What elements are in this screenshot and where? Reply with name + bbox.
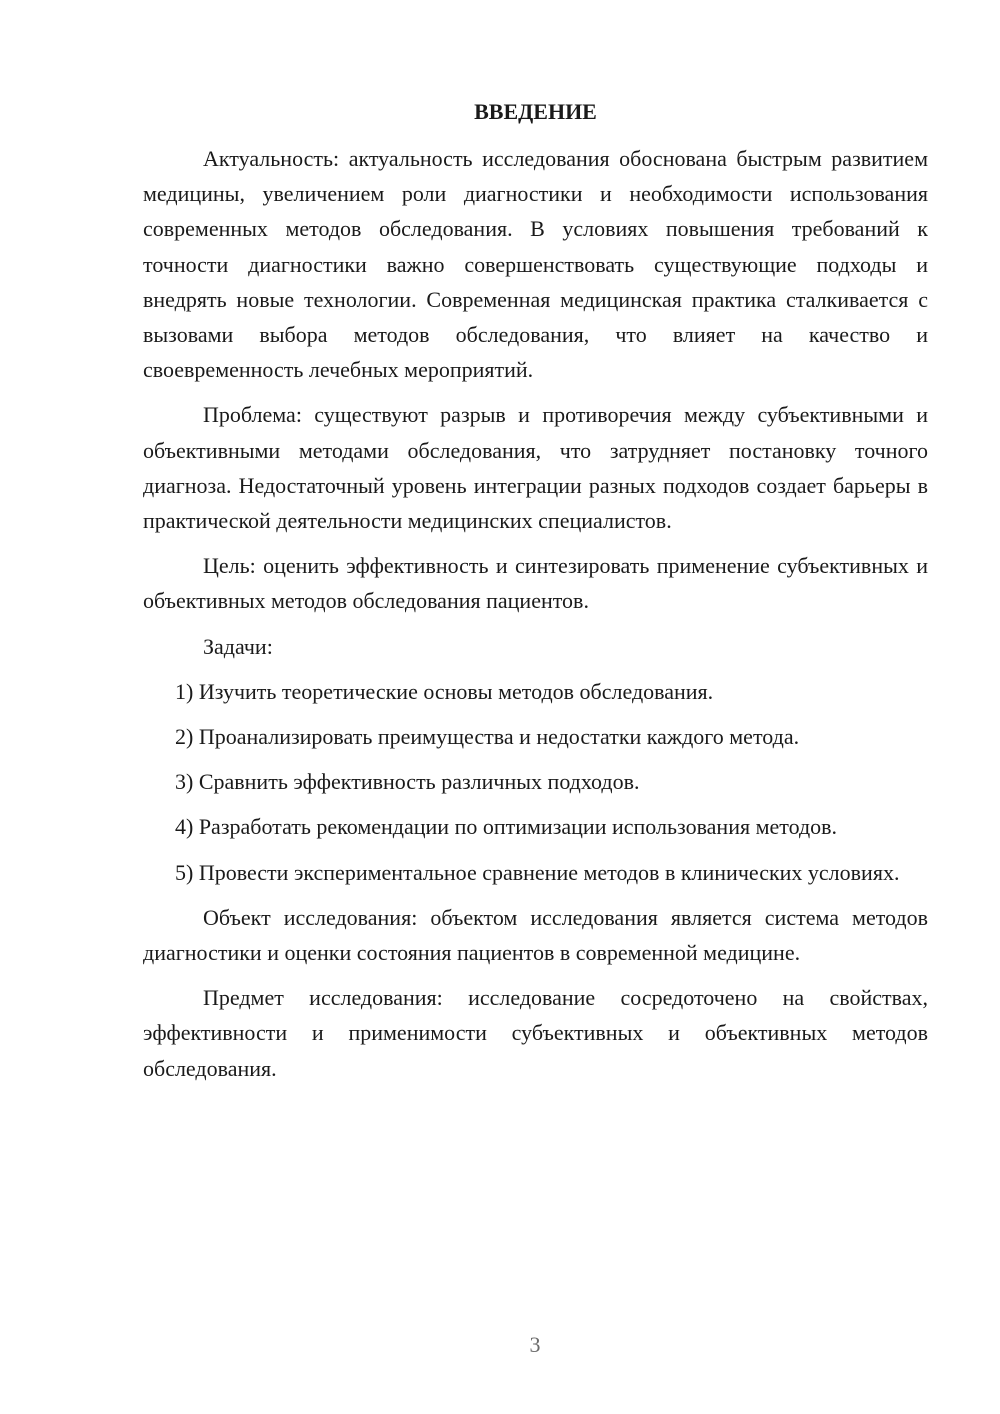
paragraph-object: Объект исследования: объектом исследования является система методов диагностики и оценки состояния пациентов в современной медицине.: [143, 904, 928, 966]
paragraph-problem: Проблема: существуют разрыв и противоречия между субъективными и объективными методами обследования, что затрудняет постановку точного диагноза. Недостаточный уровень интеграции разных подходов создает барьеры в практической деятельности медицинских специалистов.: [143, 402, 928, 534]
task-item-1: 1) Изучить теоретические основы методов обследования.: [175, 678, 714, 704]
page-number: 3: [529, 1332, 541, 1357]
task-item-2: 2) Проанализировать преимущества и недостатки каждого метода.: [175, 724, 800, 750]
paragraph-relevance: Актуальность: актуальность исследования обоснована быстрым развитием медицины, увеличением роли диагностики и необходимости использования современных методов обследования. В условиях повышения требований к точности диагностики важно совершенствовать существующие подходы и внедрять новые технологии. Современная медицинская практика сталкивается с вызовами выбора методов обследования, что влияет на качество и своевременность лечебных мероприятий.: [143, 146, 928, 383]
task-item-4: 4) Разработать рекомендации по оптимизации использования методов.: [175, 814, 838, 840]
paragraph-subject: Предмет исследования: исследование сосредоточено на свойствах, эффективности и применимости субъективных и объективных методов обследования.: [143, 985, 928, 1081]
task-item-3: 3) Сравнить эффективность различных подходов.: [175, 769, 640, 795]
page-title: ВВЕДЕНИЕ: [474, 99, 597, 124]
paragraph-goal: Цель: оценить эффективность и синтезировать применение субъективных и объективных методов обследования пациентов.: [143, 553, 928, 614]
page-content: [143, 94, 928, 1096]
task-item-5: 5) Провести экспериментальное сравнение методов в клинических условиях.: [175, 859, 900, 885]
tasks-heading: Задачи:: [203, 633, 273, 659]
